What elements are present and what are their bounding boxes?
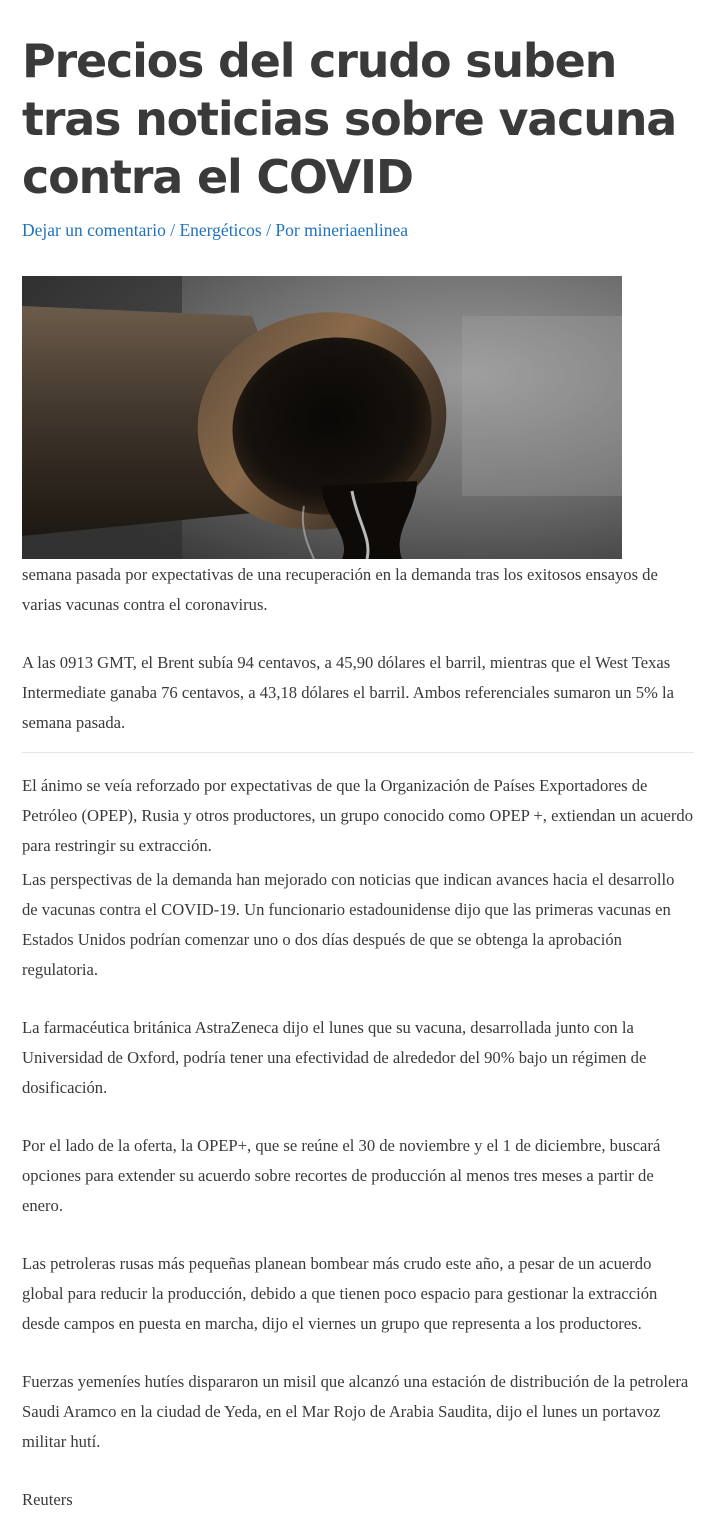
page-title: Precios del crudo suben tras noticias sobre vacuna contra el COVID — [22, 34, 677, 204]
paragraph: semana pasada por expectativas de una recuperación en la demanda tras los exitosos ensayos de varias vacunas contra el coronavirus. — [22, 565, 658, 614]
author-prefix: Por — [275, 220, 300, 240]
article-body — [22, 560, 694, 1515]
paragraph: Las perspectivas de la demanda han mejorado con noticias que indican avances hacia el desarrollo de vacunas contra el COVID-19. Un funcionario estadounidense dijo que las primeras vacunas en Estados Unidos podrían comenzar uno o dos días después de que se obtenga la aprobación regulatoria. — [22, 870, 675, 979]
paragraph: Fuerzas yemeníes hutíes dispararon un misil que alcanzó una estación de distribución de la petrolera Saudi Aramco en la ciudad de Yeda, en el Mar Rojo de Arabia Saudita, dijo el lunes un portavoz militar hutí. — [22, 1372, 689, 1451]
source-credit: Reuters — [22, 1490, 73, 1509]
featured-image — [22, 276, 622, 559]
paragraph: Las petroleras rusas más pequeñas planean bombear más crudo este año, a pesar de un acuerdo global para reducir la producción, debido a que tienen poco espacio para gestionar la extracción desde campos en puesta en marcha, dijo el viernes un grupo que representa a los productores. — [22, 1254, 658, 1333]
paragraph: El ánimo se veía reforzado por expectativas de que la Organización de Países Exportadores de Petróleo (OPEP), Rusia y otros productores, un grupo conocido como OPEP +, extiendan un acuerdo para restringir su extracción. — [22, 776, 693, 855]
category-link[interactable]: Energéticos — [179, 220, 262, 240]
paragraph: Por el lado de la oferta, la OPEP+, que se reúne el 30 de noviembre y el 1 de diciembre, buscará opciones para extender su acuerdo sobre recortes de producción al menos tres meses a partir de enero. — [22, 1136, 661, 1215]
divider — [22, 752, 694, 753]
meta-separator: / — [170, 220, 176, 240]
oil-pipe-image — [22, 276, 622, 559]
comment-link[interactable]: Dejar un comentario — [22, 220, 166, 240]
paragraph: La farmacéutica británica AstraZeneca dijo el lunes que su vacuna, desarrollada junto con la Universidad de Oxford, podría tener una efectividad de alrededor del 90% bajo un régimen de dosificación. — [22, 1018, 647, 1097]
paragraph: A las 0913 GMT, el Brent subía 94 centavos, a 45,90 dólares el barril, mientras que el West Texas Intermediate ganaba 76 centavos, a 43,18 dólares el barril. Ambos referenciales sumaron un 5% la semana pasada. — [22, 653, 674, 732]
post-meta — [22, 220, 408, 241]
author-link[interactable]: mineriaenlinea — [304, 220, 409, 240]
meta-separator: / — [266, 220, 271, 240]
